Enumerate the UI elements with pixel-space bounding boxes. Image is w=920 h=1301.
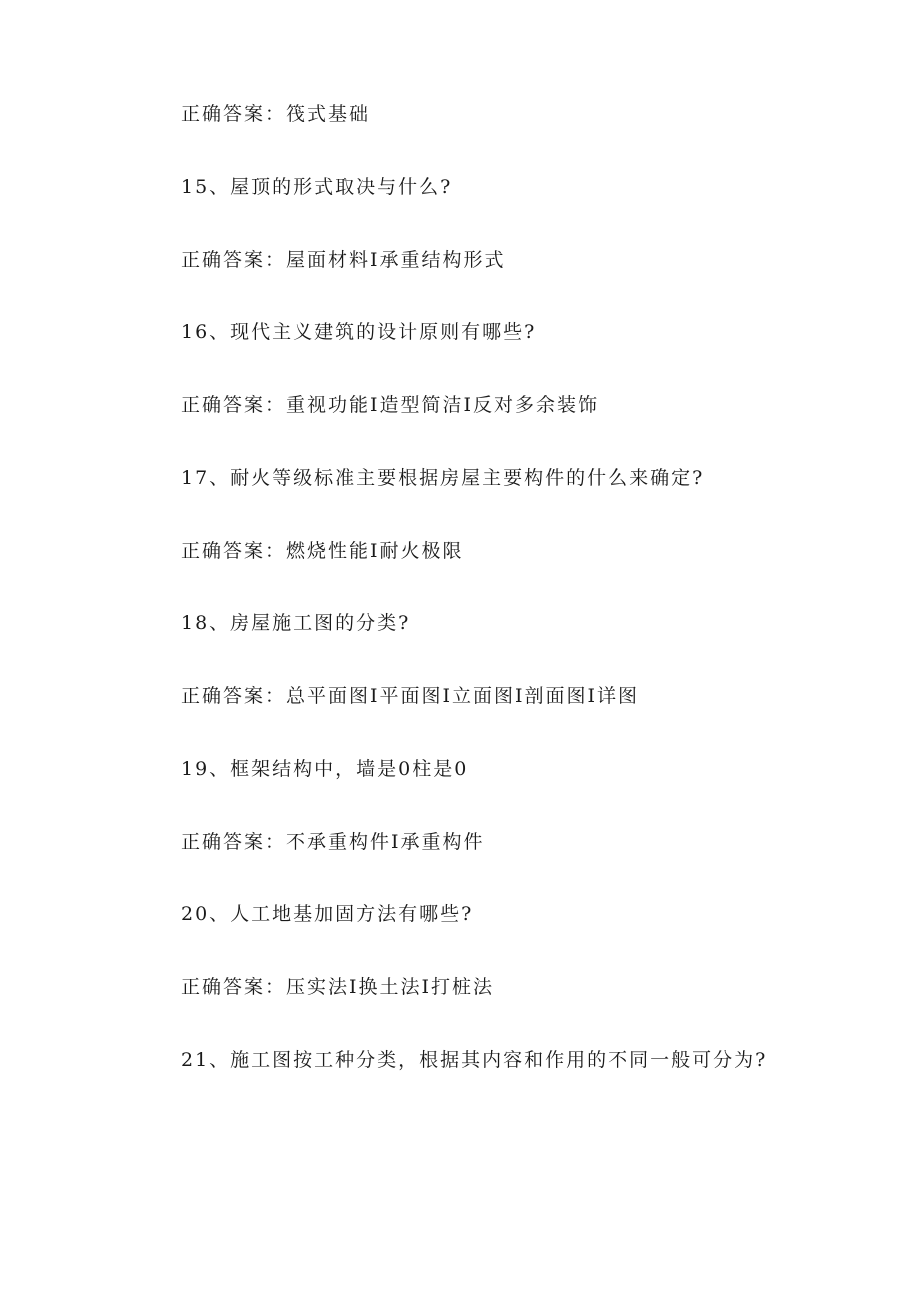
answer-line: 正确答案：压实法I换土法I打桩法 — [181, 976, 495, 998]
question-line: 16、现代主义建筑的设计原则有哪些? — [181, 321, 537, 343]
question-line: 18、房屋施工图的分类? — [181, 612, 411, 634]
question-line: 20、人工地基加固方法有哪些? — [181, 903, 474, 925]
question-line: 21、施工图按工种分类，根据其内容和作用的不同一般可分为? — [181, 1049, 768, 1071]
answer-line: 正确答案：筏式基础 — [181, 103, 371, 125]
answer-line: 正确答案：总平面图I平面图I立面图I剖面图I详图 — [181, 685, 640, 707]
answer-line: 正确答案：重视功能I造型简洁I反对多余装饰 — [181, 394, 600, 416]
question-line: 19、框架结构中，墙是0柱是0 — [181, 758, 469, 780]
answer-line: 正确答案：燃烧性能I耐火极限 — [181, 540, 464, 562]
question-line: 15、屋顶的形式取决与什么? — [181, 176, 453, 198]
answer-line: 正确答案：屋面材料I承重结构形式 — [181, 249, 506, 271]
question-line: 17、耐火等级标准主要根据房屋主要构件的什么来确定? — [181, 467, 705, 489]
answer-line: 正确答案：不承重构件I承重构件 — [181, 831, 485, 853]
